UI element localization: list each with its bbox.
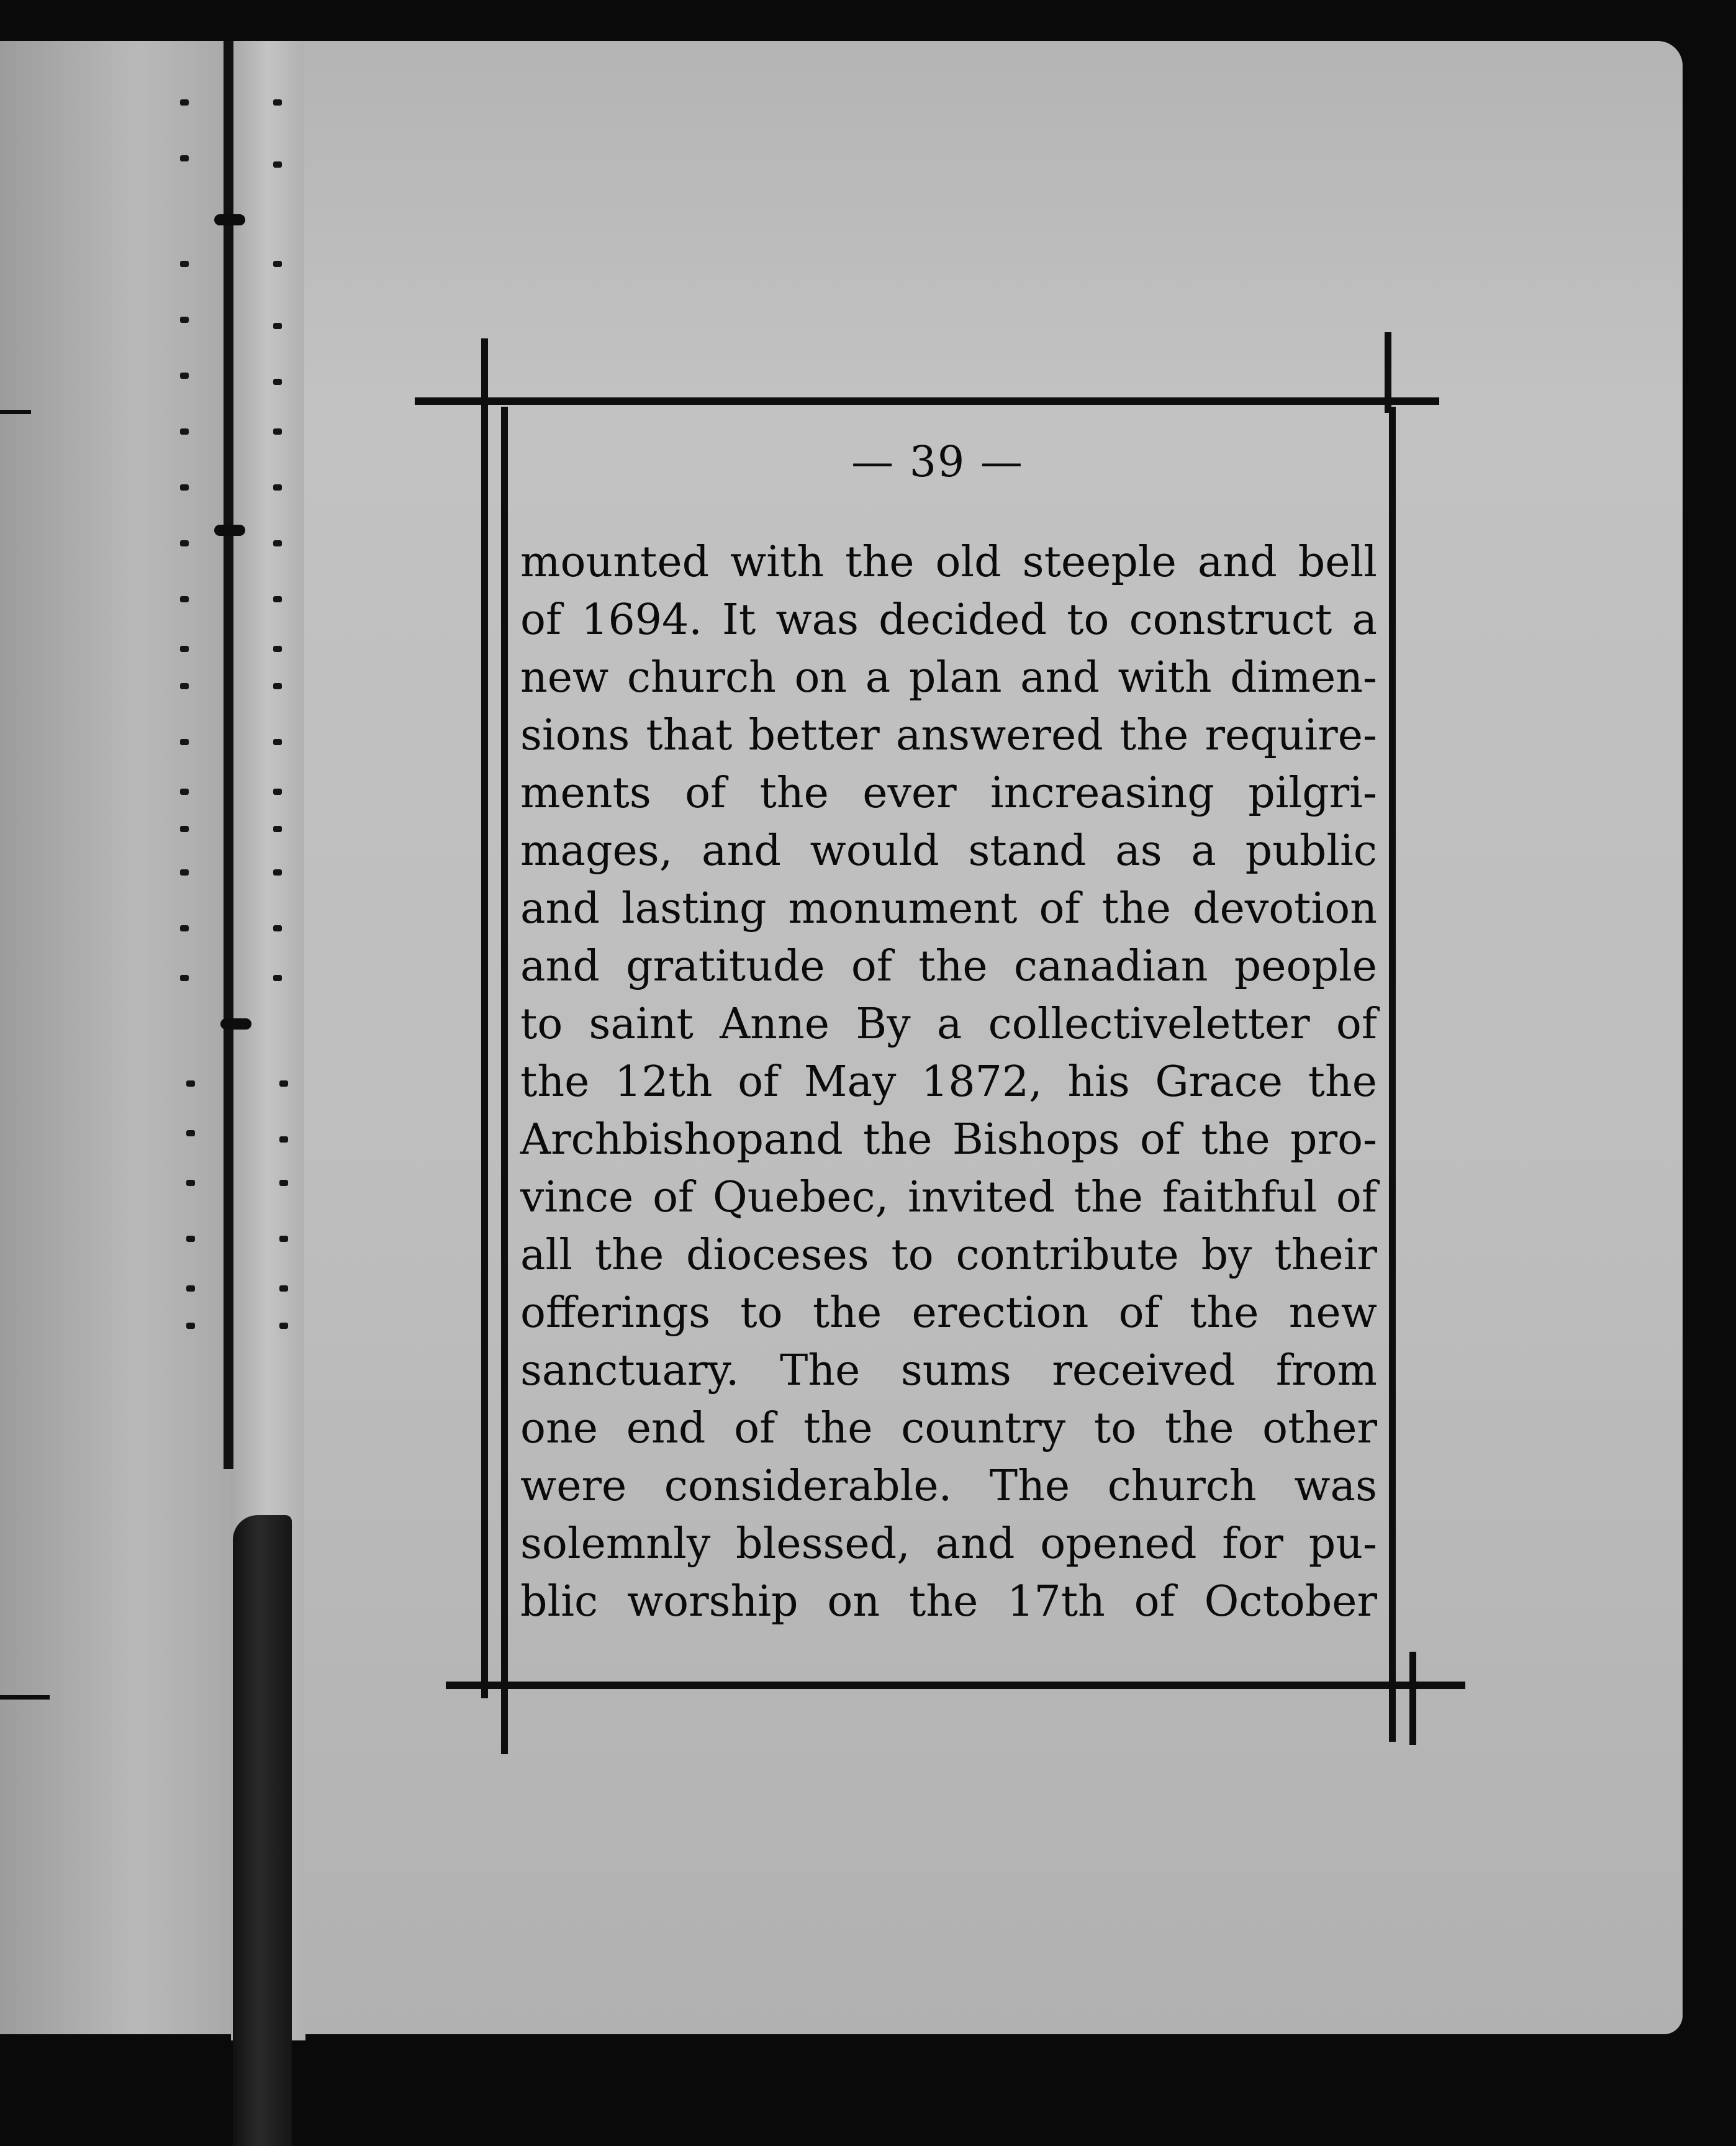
stitch-mark: [186, 1130, 195, 1136]
stitch-mark: [180, 540, 189, 546]
stitch-mark: [273, 789, 282, 795]
stitch-mark: [273, 826, 282, 832]
stitch-mark: [279, 1180, 288, 1186]
frame-right-rule: [1389, 407, 1396, 1742]
text-line: the 12th of May 1872, his Grace the: [520, 1057, 1377, 1107]
text-line: offerings to the erection of the new: [520, 1288, 1377, 1338]
page-number: — 39 —: [851, 438, 1024, 487]
stitch-mark: [273, 646, 282, 652]
stitch-mark: [273, 683, 282, 689]
text-line: all the dioceses to contribute by their: [520, 1231, 1377, 1280]
stitch-mark: [180, 373, 189, 379]
stitch-mark: [180, 646, 189, 652]
spine-shadow: [233, 1515, 292, 2146]
text-line: were considerable. The church was: [520, 1462, 1377, 1511]
text-line: sions that better answered the require-: [520, 711, 1377, 760]
stitch-mark: [273, 261, 282, 267]
stitch-mark: [273, 379, 282, 385]
left-page-rule: [0, 1695, 50, 1700]
frame-top-rule: [415, 397, 1439, 405]
text-line: one end of the country to the other: [520, 1404, 1377, 1453]
text-line: Archbishopand the Bishops of the pro-: [520, 1115, 1377, 1164]
stitch-mark: [180, 261, 189, 267]
spine-line: [224, 41, 233, 1469]
stitch-mark: [180, 789, 189, 795]
stitch-mark: [279, 1285, 288, 1292]
stitch-mark: [273, 99, 282, 106]
stitch-mark: [180, 739, 189, 745]
stitch-mark: [180, 596, 189, 602]
stitch-mark: [180, 925, 189, 931]
stitch-mark: [273, 323, 282, 329]
frame-left-rule: [481, 338, 488, 1698]
stitch-mark: [180, 826, 189, 832]
text-line: and lasting monument of the devotion: [520, 884, 1377, 933]
text-line: and gratitude of the canadian people: [520, 942, 1377, 991]
stitch-mark: [180, 683, 189, 689]
stitch-mark: [180, 484, 189, 491]
left-page-edge: [0, 41, 231, 2034]
stitch-mark: [279, 1080, 288, 1087]
text-line: to saint Anne By a collectiveletter of: [520, 1000, 1377, 1049]
text-line: of 1694. It was decided to construct a: [520, 595, 1377, 645]
stitch-mark: [273, 484, 282, 491]
stitch-mark: [273, 596, 282, 602]
text-line: ments of the ever increasing pilgri-: [520, 769, 1377, 818]
stitch-mark: [180, 975, 189, 981]
stitch-mark: [273, 869, 282, 876]
stitch-mark: [186, 1080, 195, 1087]
stitch-mark: [186, 1285, 195, 1292]
frame-bottom-rule: [446, 1682, 1465, 1689]
frame-left-inner-rule: [501, 407, 508, 1754]
stitch-mark: [279, 1236, 288, 1242]
binding-knot: [220, 1018, 251, 1030]
stitch-mark: [273, 161, 282, 168]
stitch-mark: [180, 428, 189, 435]
binding-knot: [214, 214, 245, 225]
left-page-rule: [0, 410, 31, 414]
text-line: mages, and would stand as a public: [520, 826, 1377, 876]
stitch-mark: [273, 739, 282, 745]
stitch-mark: [180, 317, 189, 323]
frame-right-top-tick: [1385, 332, 1391, 413]
stitch-mark: [279, 1323, 288, 1329]
stitch-mark: [279, 1136, 288, 1143]
stitch-mark: [273, 428, 282, 435]
stitch-mark: [273, 540, 282, 546]
text-line: sanctuary. The sums received from: [520, 1346, 1377, 1395]
binding-knot: [214, 525, 245, 536]
stitch-mark: [180, 155, 189, 161]
stitch-mark: [186, 1180, 195, 1186]
text-line: mounted with the old steeple and bell: [520, 538, 1377, 587]
stitch-mark: [273, 975, 282, 981]
stitch-mark: [273, 925, 282, 931]
frame-right-bottom-tick: [1409, 1652, 1416, 1745]
stitch-mark: [180, 869, 189, 876]
text-line: blic worship on the 17th of October: [520, 1577, 1377, 1626]
text-line: solemnly blessed, and opened for pu-: [520, 1519, 1377, 1569]
stitch-mark: [186, 1236, 195, 1242]
text-line: vince of Quebec, invited the faithful of: [520, 1173, 1377, 1222]
stitch-mark: [180, 99, 189, 106]
text-line: new church on a plan and with dimen-: [520, 653, 1377, 702]
stitch-mark: [186, 1323, 195, 1329]
